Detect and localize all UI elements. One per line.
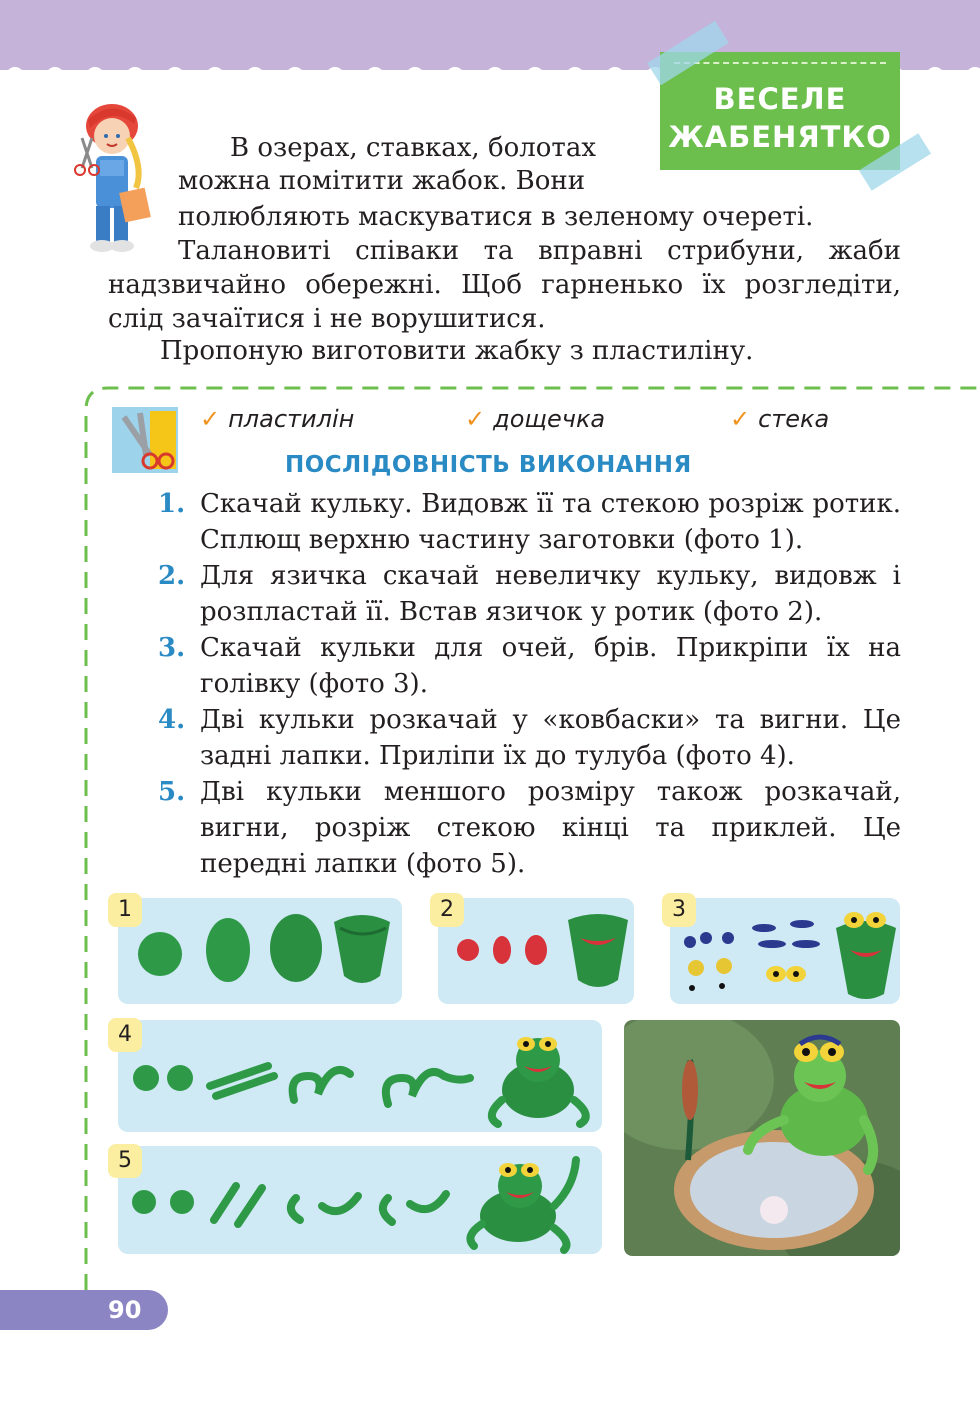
intro-line3: полюбляють маскуватися в зеленому очереті. — [178, 202, 814, 232]
step-text: Дві кульки меншого розміру також розкачай, вигни, розріж стекою кінці та приклей. Це передні лапки (фото 5). — [200, 777, 901, 879]
check-icon: ✓ — [465, 405, 486, 433]
photo-2 — [438, 898, 634, 1004]
step-text: Скачай кульку. Видовж її та стекою розріж ротик. Сплющ верхню частину заготовки (фото 1). — [200, 489, 901, 555]
step-text: Для язичка скачай невеличку кульку, видовж і розпластай її. Встав язичок у ротик (фото 2). — [200, 561, 901, 627]
tools-icon — [110, 405, 180, 475]
material-plasticine: ✓ пластилін — [200, 405, 355, 433]
intro-paragraph-2: Талановиті співаки та вправні стрибуни, жаби надзвичайно обережні. Щоб гарненько їх розгледіти, слід зачаїтися і не ворушитися. — [108, 236, 901, 334]
step-item — [158, 774, 901, 882]
check-icon: ✓ — [200, 405, 221, 433]
step-text: Скачай кульки для очей, брів. Прикріпи їх на голівку (фото 3). — [200, 633, 901, 699]
step-item — [158, 558, 901, 630]
step-text: Дві кульки розкачай у «ковбаски» та вигни. Це задні лапки. Приліпи їх до тулуба (фото 4). — [200, 705, 901, 771]
finished-frog-photo — [624, 1020, 900, 1256]
step-number: 3. — [158, 633, 186, 663]
material-board: ✓ дощечка — [465, 405, 606, 433]
steps-list — [158, 486, 901, 882]
check-icon: ✓ — [730, 405, 751, 433]
step-number: 1. — [158, 489, 186, 519]
material-stack: ✓ стека — [730, 405, 830, 433]
step-number: 2. — [158, 561, 186, 591]
intro-line1: В озерах, ставках, болотах — [230, 133, 596, 163]
intro-line2: можна помітити жабок. Вони — [178, 166, 586, 196]
step-item — [158, 702, 901, 774]
photo-4 — [118, 1020, 602, 1132]
lesson-title-line1: ВЕСЕЛЕ — [713, 82, 847, 116]
photo-1 — [118, 898, 402, 1004]
page-number: 90 — [0, 1290, 168, 1330]
photo-5 — [118, 1146, 602, 1254]
photo-badge-3: 3 — [662, 893, 696, 927]
lesson-title-line2: ЖАБЕНЯТКО — [668, 120, 892, 154]
photo-badge-2: 2 — [430, 893, 464, 927]
step-item — [158, 486, 901, 558]
sequence-title: ПОСЛІДОВНІСТЬ ВИКОНАННЯ — [285, 452, 692, 478]
intro-paragraph-3: Пропоную виготовити жабку з пластиліну. — [160, 336, 754, 366]
photo-badge-5: 5 — [108, 1144, 142, 1178]
step-item — [158, 630, 901, 702]
step-number: 5. — [158, 777, 186, 807]
photo-badge-1: 1 — [108, 893, 142, 927]
step-number: 4. — [158, 705, 186, 735]
photo-3 — [670, 898, 900, 1004]
photo-badge-4: 4 — [108, 1018, 142, 1052]
